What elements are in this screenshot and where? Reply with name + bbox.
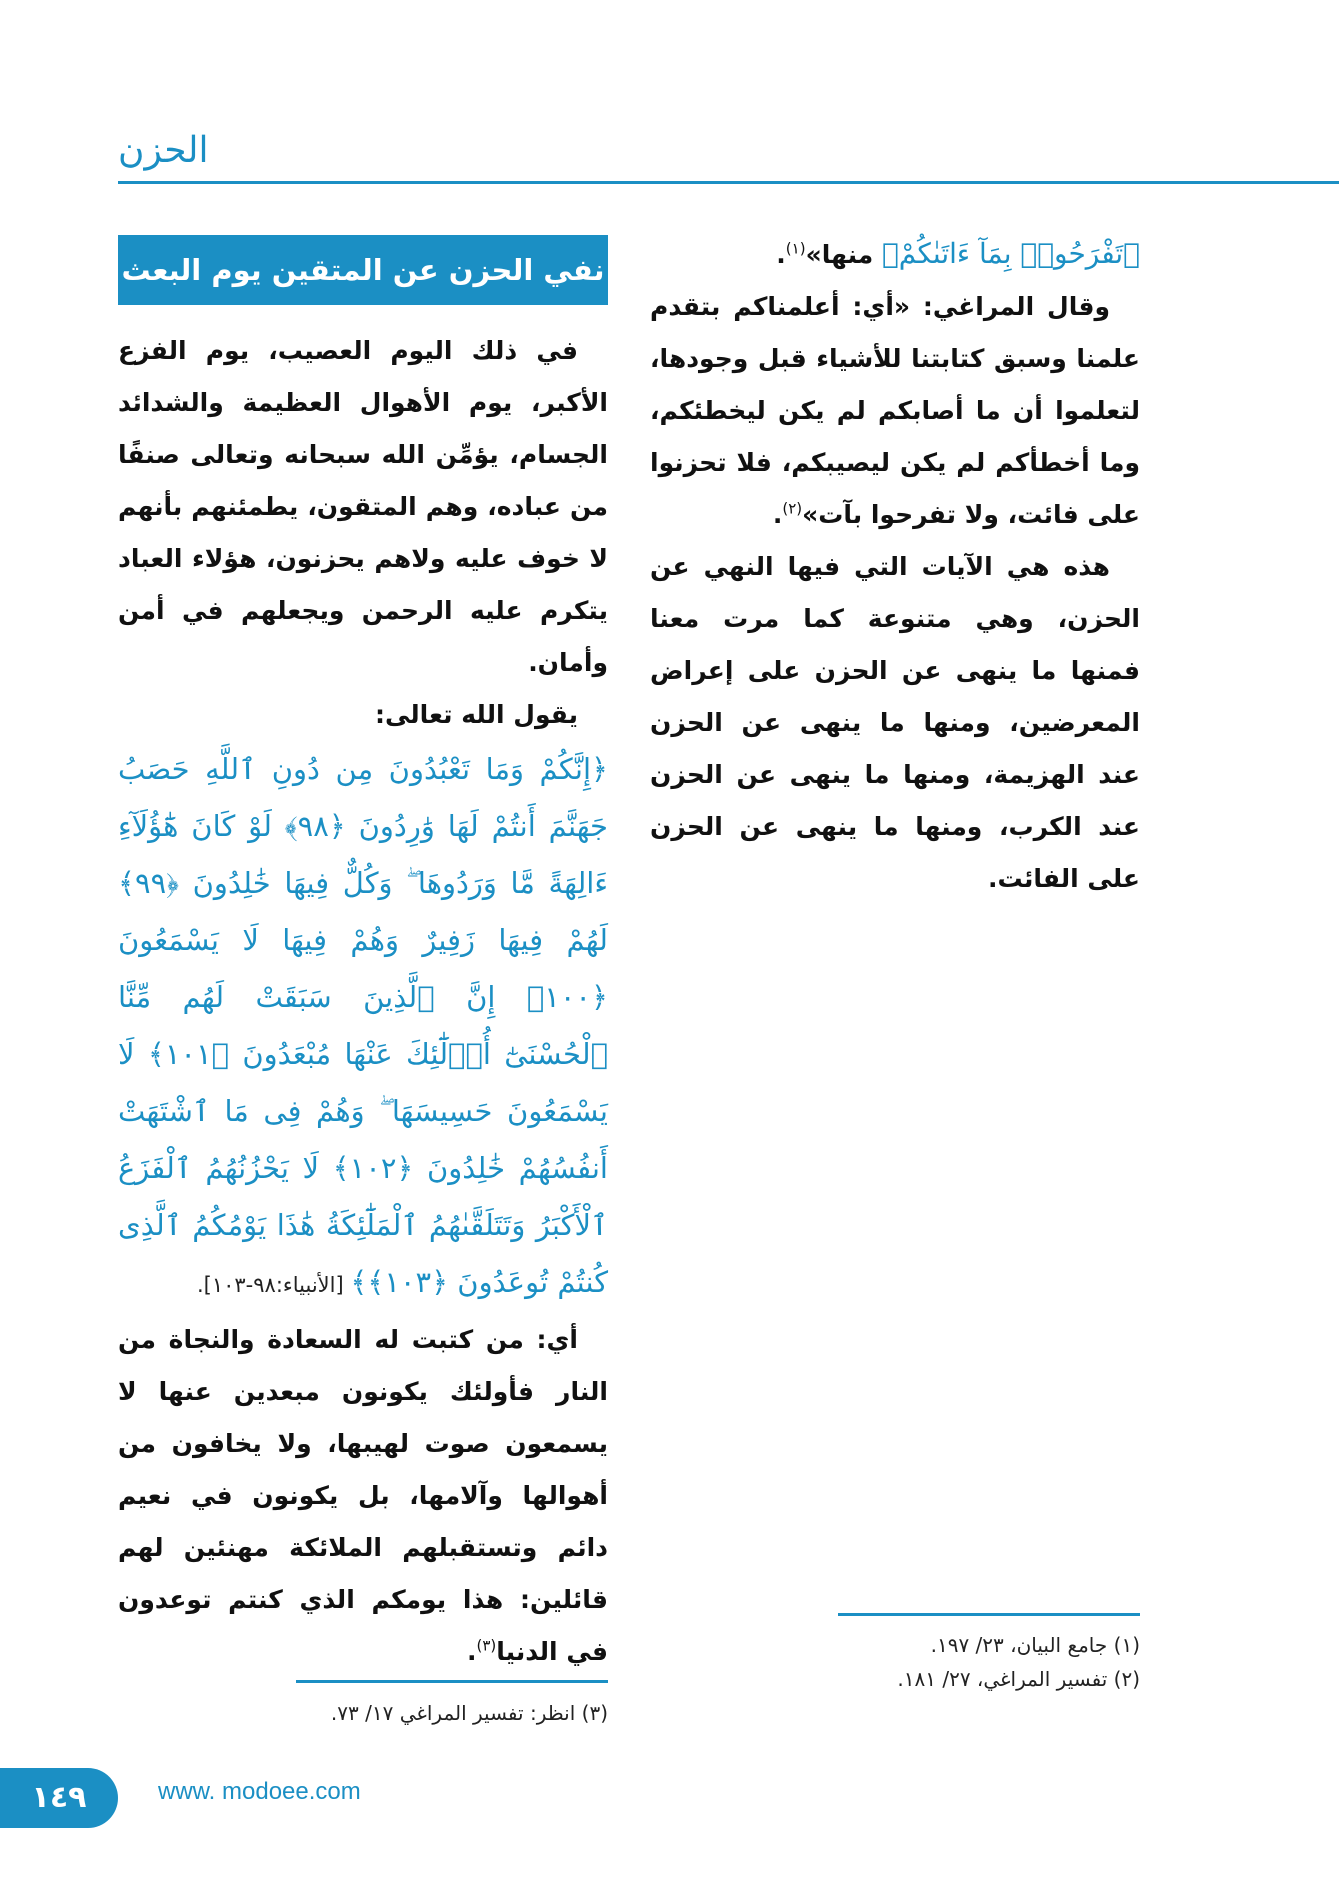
- quote-intro: يقول الله تعالى:: [374, 700, 578, 729]
- footnote-ref-3[interactable]: (٣): [476, 1636, 497, 1655]
- footnotes-right: [650, 1628, 1140, 1696]
- footnotes-left: [118, 1696, 608, 1730]
- left-column: [118, 235, 608, 1678]
- footnote-1: (١) جامع البيان، ٢٣/ ١٩٧.: [930, 1633, 1140, 1657]
- left-paragraph-3-text: أي: من كتبت له السعادة والنجاة من النار فأولئك يكونون مبعدين عنها لا يسمعون صوت لهيبها، ولا يخافون من أهوالها وآلامها، بل يكونون في نعيم دائم وتستقبلهم الملائكة مهنئين لهم قائلين: هذا يومكم الذي كنتم توعدون في الدنيا: [118, 1325, 608, 1666]
- page-number: ١٤٩: [0, 1768, 118, 1828]
- left-paragraph-1: في ذلك اليوم العصيب، يوم الفزع الأكبر، يوم الأهوال العظيمة والشدائد الجسام، يؤمِّن الله سبحانه وتعالى صنفًا من عباده، وهم المتقون، يطمئنهم بأنهم لا خوف عليه ولاهم يحزنون، هؤلاء العباد يتكرم عليه الرحمن ويجعلهم في أمن وأمان.: [118, 336, 608, 677]
- quran-verse: ﴿إِنَّكُمْ وَمَا تَعْبُدُونَ مِن دُونِ ٱللَّهِ حَصَبُ جَهَنَّمَ أَنتُمْ لَهَا وَٰرِدُونَ ﴿٩٨﴾ لَوْ كَانَ هَٰٓؤُلَآءِ ءَالِهَةً مَّا وَرَدُوهَا ۖ وَكُلٌّ فِيهَا خَٰلِدُونَ ﴿٩٩﴾ لَهُمْ فِيهَا زَفِيرٌ وَهُمْ فِيهَا لَا يَسْمَعُونَ ﴿١٠٠﴾ إِنَّ ٱلَّذِينَ سَبَقَتْ لَهُم مِّنَّا ٱلْحُسْنَىٰٓ أُو۟لَٰٓئِكَ عَنْهَا مُبْعَدُونَ ﴿١٠١﴾ لَا يَسْمَعُونَ حَسِيسَهَا ۖ وَهُمْ فِى مَا ٱشْتَهَتْ أَنفُسُهُمْ خَٰلِدُونَ ﴿١٠٢﴾ لَا يَحْزُنُهُمُ ٱلْفَزَعُ ٱلْأَكْبَرُ وَتَتَلَقَّىٰهُمُ ٱلْمَلَٰٓئِكَةُ هَٰذَا يَوْمُكُمُ ٱلَّذِى كُنتُمْ تُوعَدُونَ ﴿١٠٣﴾﴾: [118, 752, 608, 1299]
- left-paragraph-3: [118, 1314, 608, 1678]
- left-paragraph-2-intro: [118, 689, 608, 741]
- verse-citation: [الأنبياء:٩٨-١٠٣].: [196, 1273, 351, 1297]
- footnote-ref-2[interactable]: (٢): [782, 499, 803, 518]
- verse-stop: .: [776, 240, 786, 269]
- verse-fragment: ﴿تَفْرَحُوا۟ بِمَآ ءَاتَىٰكُمْ﴾: [882, 237, 1140, 270]
- right-paragraph-2: هذه هي الآيات التي فيها النهي عن الحزن، وهي متنوعة كما مرت معنا فمنها ما ينهى عن الحزن على إعراض المعرضين، ومنها ما ينهى عن الحزن عند الهزيمة، ومنها ما ينهى عن الحزن عند الكرب، ومنها ما ينهى عن الحزن على الفائت.: [650, 552, 1140, 893]
- verse-continuation: [650, 228, 1140, 281]
- footnote-rule-left: [296, 1680, 608, 1683]
- left-paragraph-3-stop: .: [466, 1637, 477, 1666]
- right-paragraph-1-stop: .: [772, 500, 783, 529]
- header-rule: [118, 181, 1339, 184]
- footnote-ref-1[interactable]: (١): [785, 239, 806, 258]
- quran-verse-block: [118, 741, 608, 1314]
- page-header-title: الحزن: [118, 130, 209, 171]
- verse-suffix: منها»: [805, 240, 882, 269]
- footnote-3: (٣) انظر: تفسير المراغي ١٧/ ٧٣.: [330, 1701, 608, 1725]
- section-heading: نفي الحزن عن المتقين يوم البعث: [118, 235, 608, 305]
- right-column: [650, 228, 1140, 905]
- right-paragraph-1-text: وقال المراغي: «أي: أعلمناكم بتقدم علمنا وسبق كتابتنا للأشياء قبل وجودها، لتعلموا أن ما أصابكم لم يكن ليخطئكم، وما أخطأكم لم يكن ليصيبكم، فلا تحزنوا على فائت، ولا تفرحوا بآت»: [650, 292, 1140, 529]
- website-link[interactable]: www. modoee.com: [158, 1778, 361, 1805]
- footnote-rule-right: [838, 1613, 1140, 1616]
- footnote-2: (٢) تفسير المراغي، ٢٧/ ١٨١.: [897, 1667, 1140, 1691]
- right-paragraph-1: [650, 281, 1140, 541]
